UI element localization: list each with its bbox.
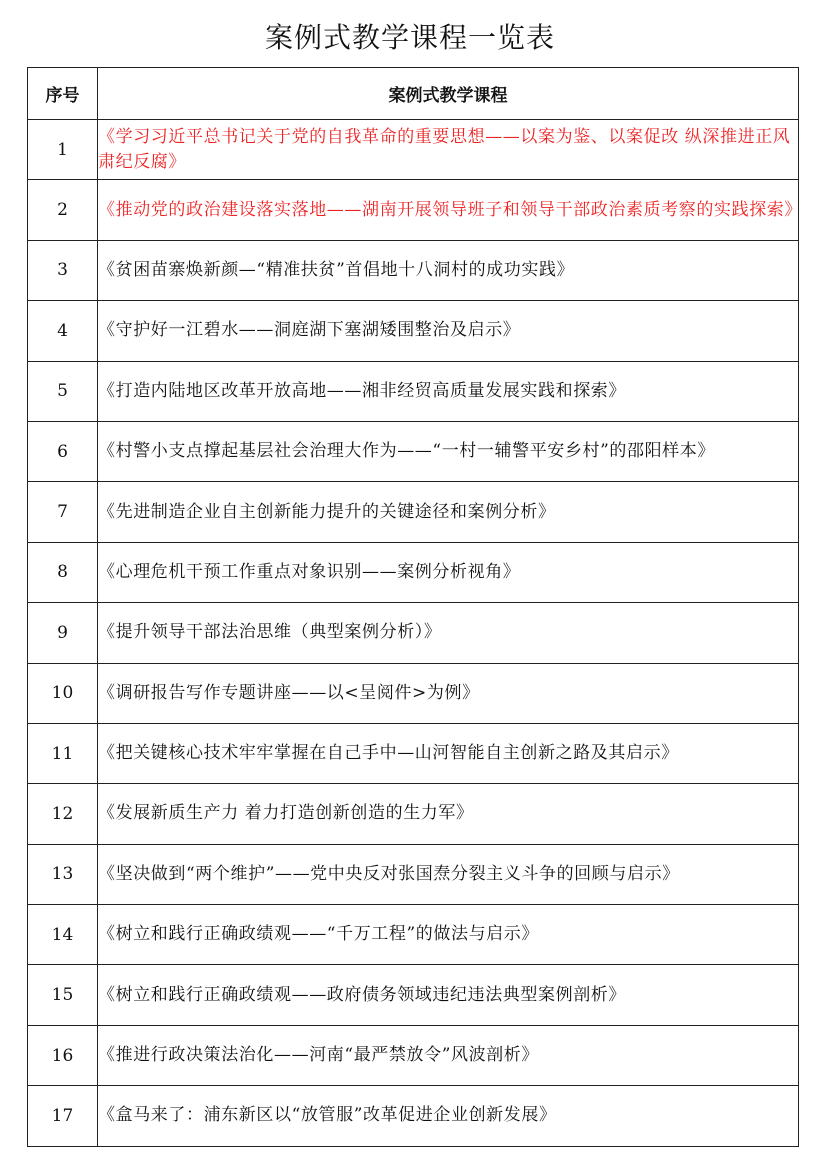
row-number: 16 <box>28 1025 98 1085</box>
row-number: 11 <box>28 723 98 783</box>
table-row <box>28 120 799 180</box>
table-row <box>28 361 799 421</box>
course-title: 《树立和践行正确政绩观——政府债务领域违纪违法典型案例剖析》 <box>98 965 799 1025</box>
table-row <box>28 905 799 965</box>
row-number: 8 <box>28 542 98 602</box>
table-row <box>28 844 799 904</box>
row-number: 17 <box>28 1086 98 1146</box>
table-row <box>28 723 799 783</box>
row-number: 12 <box>28 784 98 844</box>
course-table <box>27 67 802 1147</box>
table-body <box>28 120 802 1147</box>
course-title: 《发展新质生产力 着力打造创新创造的生力军》 <box>98 784 799 844</box>
course-title: 《推进行政决策法治化——河南“最严禁放令”风波剖析》 <box>98 1025 799 1085</box>
course-title: 《守护好一江碧水——洞庭湖下塞湖矮围整治及启示》 <box>98 301 799 361</box>
table-row <box>28 240 799 300</box>
table-row <box>28 784 799 844</box>
row-number: 1 <box>28 120 98 180</box>
row-number: 10 <box>28 663 98 723</box>
table-row <box>28 603 799 663</box>
page-title: 案例式教学课程一览表 <box>264 21 555 54</box>
course-title: 《盒马来了：浦东新区以“放管服”改革促进企业创新发展》 <box>98 1086 799 1146</box>
course-title: 《把关键核心技术牢牢掌握在自己手中—山河智能自主创新之路及其启示》 <box>98 723 799 783</box>
course-title: 《学习习近平总书记关于党的自我革命的重要思想——以案为鉴、以案促改 纵深推进正风肃纪反腐》 <box>98 120 799 180</box>
course-title: 《推动党的政治建设落实落地——湖南开展领导班子和领导干部政治素质考察的实践探索》 <box>98 180 799 240</box>
course-title: 《坚决做到“两个维护”——党中央反对张国焘分裂主义斗争的回顾与启示》 <box>98 844 799 904</box>
table-row <box>28 1086 799 1146</box>
course-title: 《提升领导干部法治思维（典型案例分析）》 <box>98 603 799 663</box>
course-title: 《先进制造企业自主创新能力提升的关键途径和案例分析》 <box>98 482 799 542</box>
row-number: 5 <box>28 361 98 421</box>
row-number: 7 <box>28 482 98 542</box>
course-title: 《贫困苗寨焕新颜—“精准扶贫”首倡地十八洞村的成功实践》 <box>98 240 799 300</box>
table-row <box>28 1025 799 1085</box>
table-row <box>28 663 799 723</box>
table-row <box>28 421 799 481</box>
table-row <box>28 965 799 1025</box>
table-row <box>28 482 799 542</box>
table-row <box>28 301 799 361</box>
row-number: 6 <box>28 421 98 481</box>
course-title: 《打造内陆地区改革开放高地——湘非经贸高质量发展实践和探索》 <box>98 361 799 421</box>
header-number: 序号 <box>28 68 98 120</box>
header-course: 案例式教学课程 <box>98 68 799 120</box>
row-number: 4 <box>28 301 98 361</box>
row-number: 13 <box>28 844 98 904</box>
row-number: 2 <box>28 180 98 240</box>
course-title: 《心理危机干预工作重点对象识别——案例分析视角》 <box>98 542 799 602</box>
row-number: 3 <box>28 240 98 300</box>
row-number: 14 <box>28 905 98 965</box>
table-row <box>28 542 799 602</box>
table-header-row <box>28 68 799 120</box>
table-row <box>28 180 799 240</box>
course-title: 《树立和践行正确政绩观——“千万工程”的做法与启示》 <box>98 905 799 965</box>
course-title: 《村警小支点撑起基层社会治理大作为——“一村一辅警平安乡村”的邵阳样本》 <box>98 421 799 481</box>
row-number: 9 <box>28 603 98 663</box>
course-title: 《调研报告写作专题讲座——以<呈阅件>为例》 <box>98 663 799 723</box>
row-number: 15 <box>28 965 98 1025</box>
